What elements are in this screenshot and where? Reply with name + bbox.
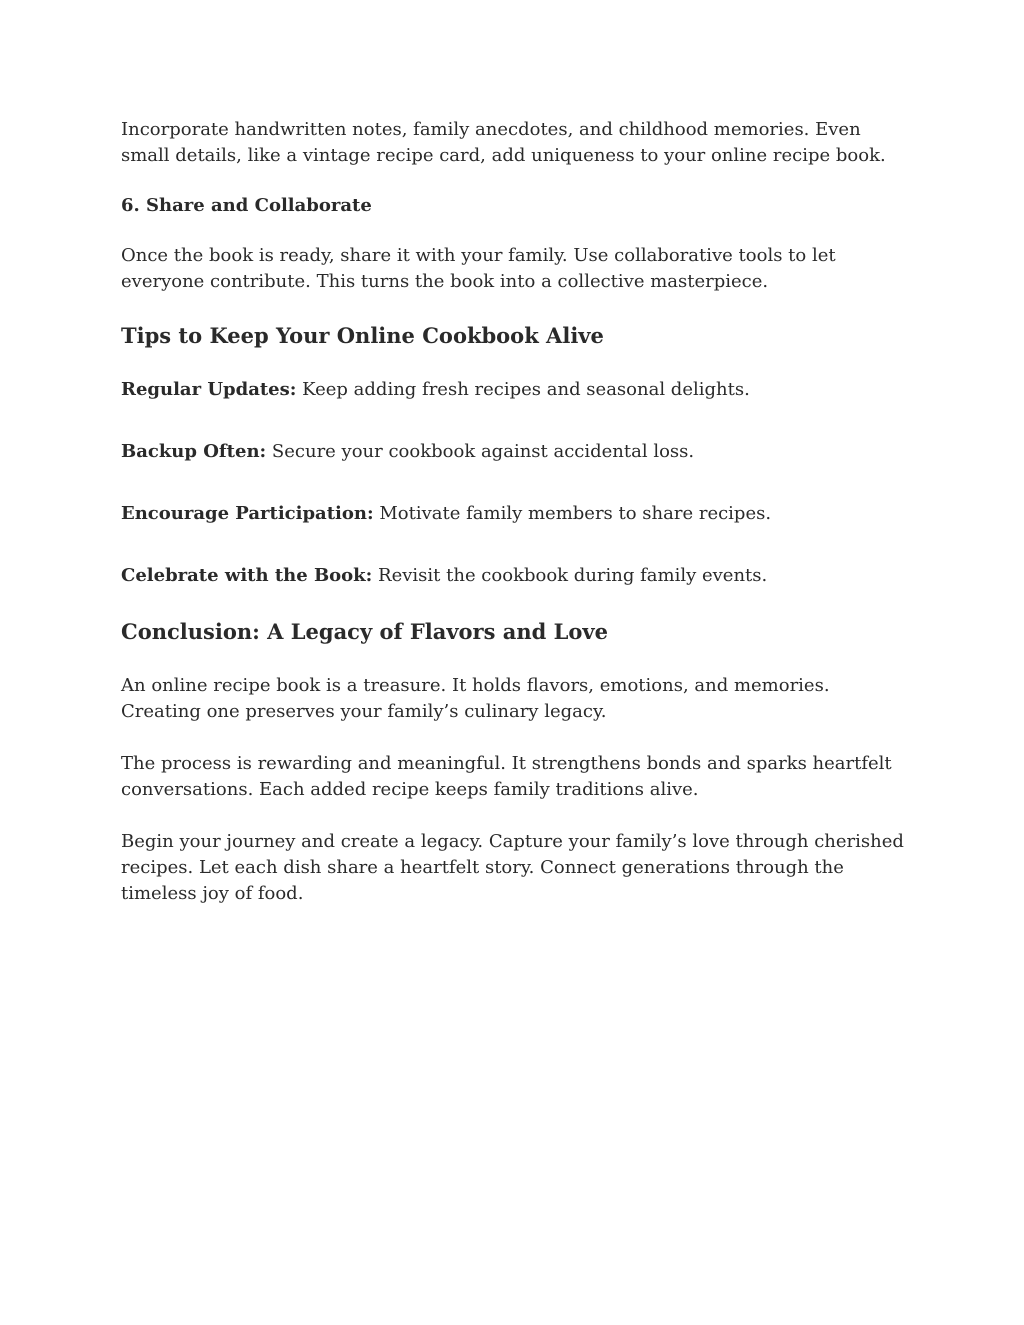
tip-text: Motivate family members to share recipes. [379, 503, 772, 524]
conclusion-paragraph: The process is rewarding and meaningful. It strengthens bonds and sparks heartfelt conversations. Each added recipe keeps family traditions alive. [121, 753, 892, 800]
tip-term: Backup Often: [121, 441, 267, 462]
tip-text: Secure your cookbook against accidental loss. [271, 441, 695, 462]
tips-heading: Tips to Keep Your Online Cookbook Alive [121, 323, 604, 348]
step-6-heading: 6. Share and Collaborate [121, 195, 372, 216]
tip-term: Celebrate with the Book: [121, 565, 373, 586]
tip-item [121, 563, 911, 589]
tip-text: Revisit the cookbook during family events. [378, 565, 768, 586]
conclusion-paragraph: Begin your journey and create a legacy. Capture your family’s love through cherished recipes. Let each dish share a heartfelt story. Connect generations through the timeless joy of food. [121, 831, 904, 904]
tip-text: Keep adding fresh recipes and seasonal delights. [302, 379, 750, 400]
tip-term: Encourage Participation: [121, 503, 374, 524]
document-page [121, 117, 911, 907]
tip-term: Regular Updates: [121, 379, 297, 400]
intro-paragraph: Incorporate handwritten notes, family anecdotes, and childhood memories. Even small details, like a vintage recipe card, add uniqueness to your online recipe book. [121, 119, 886, 166]
conclusion-heading: Conclusion: A Legacy of Flavors and Love [121, 619, 608, 644]
conclusion-paragraph: An online recipe book is a treasure. It holds flavors, emotions, and memories. Creating one preserves your family’s culinary legacy. [121, 675, 830, 722]
tips-list [121, 377, 911, 589]
tip-item [121, 439, 911, 465]
tip-item [121, 501, 911, 527]
share-paragraph: Once the book is ready, share it with your family. Use collaborative tools to let everyone contribute. This turns the book into a collective masterpiece. [121, 245, 836, 292]
tip-item [121, 377, 911, 403]
